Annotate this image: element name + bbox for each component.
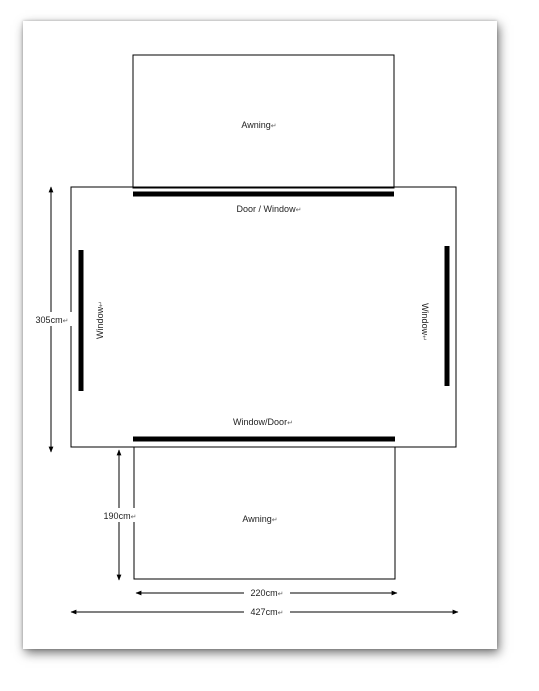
main-room-box — [71, 187, 456, 447]
door-window-top-label: Door / Window↵ — [236, 204, 302, 214]
awning-top-label: Awning↵ — [241, 120, 277, 130]
window-left-label: Window↵ — [95, 301, 105, 339]
height-main-label: 305cm↵ — [35, 315, 69, 325]
window-door-bottom-label: Window/Door↵ — [233, 417, 293, 427]
awning-bottom-box — [134, 447, 395, 579]
width-awning-label: 220cm↵ — [250, 588, 284, 598]
height-awning-label: 190cm↵ — [103, 511, 137, 521]
awning-bottom-label: Awning↵ — [242, 514, 278, 524]
window-right-label: Window↵ — [420, 303, 430, 341]
width-total-label: 427cm↵ — [250, 607, 284, 617]
